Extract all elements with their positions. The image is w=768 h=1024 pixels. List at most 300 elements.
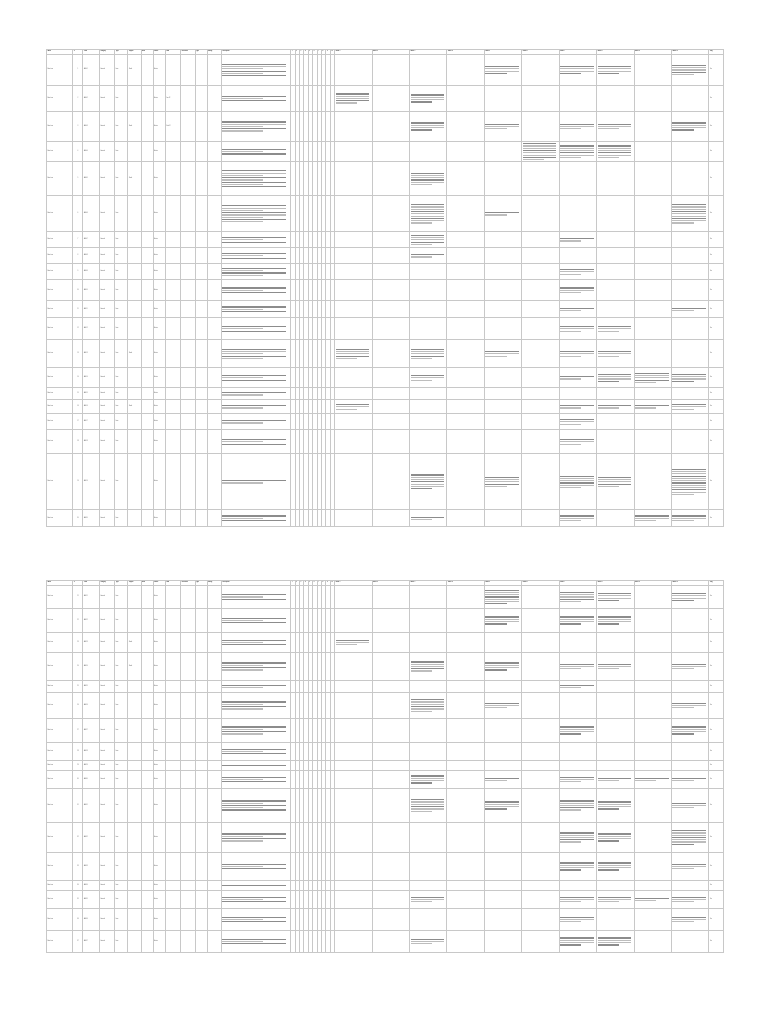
cell-description [221, 318, 290, 340]
cell-notes [372, 789, 409, 823]
description-text-line [222, 669, 262, 670]
description-text-line [222, 173, 286, 174]
cell-flag: Yes [709, 280, 724, 301]
cell-notes [335, 318, 372, 340]
cell-notes [522, 609, 559, 633]
notes-text-line [411, 668, 445, 669]
column-header: 10 [330, 50, 334, 55]
cell-type2 [195, 454, 207, 510]
cell-notes [597, 891, 634, 909]
cell-notes [522, 771, 559, 789]
cell-notes [522, 388, 559, 400]
cell-notes [410, 454, 447, 510]
cell-type2 [195, 789, 207, 823]
cell-type2 [195, 318, 207, 340]
notes-text-line [485, 356, 506, 357]
cell-type2 [195, 681, 207, 693]
notes-text-line [411, 780, 445, 781]
notes-text-line [411, 704, 445, 705]
cell-cat: General [99, 909, 114, 931]
cell-region [128, 454, 141, 510]
cell-description [221, 196, 290, 232]
notes-text-line [560, 482, 594, 483]
cell-notes [671, 248, 708, 264]
notes-text-line [560, 809, 581, 810]
column-header: Date [165, 50, 180, 55]
cell-name: Row item [47, 823, 73, 853]
cell-num: 27 [73, 719, 83, 743]
sheet-page-2 [46, 580, 724, 1024]
notes-text-line [560, 152, 594, 153]
column-header: Notes 5 [484, 581, 521, 586]
cell-region [128, 693, 141, 719]
description-text-line [222, 733, 262, 734]
cell-notes [597, 248, 634, 264]
cell-status: Active [153, 789, 165, 823]
cell-num: 24 [73, 653, 83, 681]
notes-text-line [336, 404, 370, 405]
cell-notes [597, 633, 634, 653]
cell-notes [372, 653, 409, 681]
cell-cat: General [99, 771, 114, 789]
cell-type2 [195, 430, 207, 454]
notes-text-line [411, 206, 445, 207]
notes-text-line [485, 590, 519, 591]
cell-notes [484, 264, 521, 280]
notes-text-line [672, 65, 706, 66]
cell-region [128, 414, 141, 430]
cell-notes [447, 264, 484, 280]
notes-text-line [523, 145, 557, 146]
cell-rating [207, 931, 221, 953]
cell-notes [372, 633, 409, 653]
cell-code: A0002 [83, 86, 100, 112]
cell-type: Item [115, 340, 128, 368]
notes-text-line [672, 705, 706, 706]
cell-flag: Yes [709, 414, 724, 430]
cell-type: Item [115, 55, 128, 86]
description-text-line [222, 620, 262, 621]
description-text-line [222, 130, 262, 131]
notes-text-line [598, 477, 632, 478]
cell-notes [671, 232, 708, 248]
cell-num: 8 [73, 248, 83, 264]
description-text-line [222, 805, 286, 806]
notes-text-line [411, 222, 432, 223]
table-row [47, 881, 724, 891]
cell-notes [447, 693, 484, 719]
cell-notes [484, 196, 521, 232]
column-header: Category [99, 581, 114, 586]
cell-status: Active [153, 232, 165, 248]
cell-rating [207, 400, 221, 414]
cell-type: Item [115, 586, 128, 609]
cell-date [165, 162, 180, 196]
cell-region [128, 430, 141, 454]
cell-notes [335, 414, 372, 430]
notes-text-line [560, 485, 594, 486]
notes-text-line [560, 292, 581, 293]
notes-text-line [560, 777, 594, 778]
notes-text-line [411, 484, 445, 485]
notes-text-line [411, 220, 445, 221]
cell-description [221, 340, 290, 368]
cell-date [165, 454, 180, 510]
description-text-line [222, 242, 286, 243]
cell-notes [597, 454, 634, 510]
cell-date [165, 743, 180, 761]
notes-text-line [560, 733, 581, 734]
cell-notes [335, 248, 372, 264]
cell-description [221, 909, 290, 931]
cell-notes [634, 430, 671, 454]
cell-notes [634, 653, 671, 681]
cell-notes [559, 454, 596, 510]
cell-notes [484, 510, 521, 527]
cell-flag: Yes [709, 55, 724, 86]
notes-text-line [598, 351, 632, 352]
cell-notes [410, 681, 447, 693]
notes-text-line [598, 405, 632, 406]
notes-text-line [598, 145, 632, 146]
cell-notes [410, 653, 447, 681]
cell-notes [634, 454, 671, 510]
cell-cat: General [99, 55, 114, 86]
cell-rating [207, 771, 221, 789]
cell-notes [484, 86, 521, 112]
cell-area [141, 388, 153, 400]
cell-notes [410, 142, 447, 162]
notes-text-line [672, 520, 693, 521]
notes-text-line [560, 290, 594, 291]
cell-rating [207, 162, 221, 196]
notes-text-line [411, 699, 445, 700]
description-text-line [222, 809, 286, 810]
cell-status: Active [153, 55, 165, 86]
notes-text-line [411, 184, 432, 185]
cell-type: Item [115, 232, 128, 248]
cell-notes [410, 891, 447, 909]
notes-text-line [635, 520, 656, 521]
cell-flag: Yes [709, 86, 724, 112]
cell-notes [634, 931, 671, 953]
notes-text-line [598, 600, 619, 601]
cell-code: A0016 [83, 400, 100, 414]
notes-text-line [485, 619, 519, 620]
cell-type2 [195, 633, 207, 653]
notes-text-line [411, 218, 445, 219]
description-text-line [222, 153, 286, 154]
notes-text-line [560, 596, 594, 597]
cell-notes [335, 823, 372, 853]
notes-text-line [560, 729, 594, 730]
notes-text-line [598, 157, 619, 158]
cell-num: 19 [73, 454, 83, 510]
notes-text-line [411, 204, 445, 205]
notes-text-line [560, 619, 594, 620]
description-text-line [222, 100, 286, 101]
notes-text-line [411, 486, 445, 487]
notes-text-line [411, 479, 445, 480]
notes-text-line [560, 145, 594, 146]
cell-status: Active [153, 162, 165, 196]
cell-area [141, 761, 153, 771]
cell-region [128, 280, 141, 301]
cell-notes [597, 430, 634, 454]
cell-area [141, 823, 153, 853]
cell-description [221, 761, 290, 771]
description-text-line [222, 375, 286, 376]
cell-description [221, 414, 290, 430]
cell-notes [671, 931, 708, 953]
cell-notes [634, 196, 671, 232]
cell-notes [372, 414, 409, 430]
cell-notes [410, 400, 447, 414]
cell-status: Active [153, 301, 165, 318]
table-row [47, 162, 724, 196]
notes-text-line [598, 668, 619, 669]
cell-region [128, 248, 141, 264]
cell-cat: General [99, 388, 114, 400]
notes-text-line [598, 484, 632, 485]
column-header: Notes 8 [597, 50, 634, 55]
cell-notes [597, 280, 634, 301]
cell-area [141, 162, 153, 196]
column-header: 3 [300, 50, 304, 55]
cell-notes [522, 586, 559, 609]
cell-notes [634, 761, 671, 771]
description-text-line [222, 864, 286, 865]
column-header: Flag [709, 581, 724, 586]
cell-rating [207, 881, 221, 891]
notes-text-line [672, 72, 706, 73]
description-text-line [222, 439, 286, 440]
cell-area [141, 510, 153, 527]
notes-text-line [635, 375, 669, 376]
cell-code: A0032 [83, 823, 100, 853]
column-header: Notes 2 [372, 581, 409, 586]
cell-ref [181, 340, 195, 368]
cell-type: Item [115, 400, 128, 414]
description-text-line [222, 212, 286, 213]
notes-text-line [560, 126, 594, 127]
cell-ref [181, 142, 195, 162]
cell-notes [522, 789, 559, 823]
cell-notes [559, 761, 596, 771]
cell-notes [559, 112, 596, 142]
cell-ref [181, 681, 195, 693]
cell-num: 13 [73, 340, 83, 368]
notes-text-line [598, 942, 632, 943]
notes-text-line [598, 780, 619, 781]
cell-notes [484, 248, 521, 264]
cell-notes [522, 881, 559, 891]
notes-text-line [598, 778, 632, 779]
cell-notes [671, 881, 708, 891]
cell-notes [522, 909, 559, 931]
description-text-line [222, 622, 286, 623]
column-header: Name [47, 581, 73, 586]
notes-text-line [635, 780, 656, 781]
cell-area [141, 248, 153, 264]
notes-text-line [485, 707, 506, 708]
cell-notes [559, 400, 596, 414]
cell-notes [597, 112, 634, 142]
cell-notes [447, 743, 484, 761]
notes-text-line [560, 616, 594, 617]
notes-text-line [672, 729, 706, 730]
cell-notes [447, 609, 484, 633]
notes-text-line [560, 807, 594, 808]
cell-area [141, 681, 153, 693]
column-header: Description [221, 50, 290, 55]
cell-num: 18 [73, 430, 83, 454]
notes-text-line [560, 424, 581, 425]
notes-text-line [485, 596, 519, 597]
cell-name: Row item [47, 510, 73, 527]
notes-text-line [411, 488, 432, 489]
description-text-line [222, 287, 286, 288]
notes-text-line [560, 862, 594, 863]
cell-notes [335, 340, 372, 368]
cell-date [165, 400, 180, 414]
cell-cat: General [99, 400, 114, 414]
cell-notes [597, 232, 634, 248]
cell-cat: General [99, 454, 114, 510]
notes-text-line [560, 917, 594, 918]
cell-description [221, 400, 290, 414]
cell-type: Item [115, 414, 128, 430]
cell-notes [559, 414, 596, 430]
cell-notes [559, 264, 596, 280]
cell-flag: Yes [709, 510, 724, 527]
cell-name: Row item [47, 414, 73, 430]
notes-text-line [560, 378, 581, 379]
cell-notes [335, 681, 372, 693]
cell-code: A0024 [83, 653, 100, 681]
cell-name: Row item [47, 853, 73, 881]
cell-rating [207, 719, 221, 743]
notes-text-line [560, 157, 581, 158]
notes-text-line [336, 102, 357, 103]
cell-notes [671, 693, 708, 719]
notes-text-line [485, 662, 519, 663]
description-text-line [222, 943, 286, 944]
description-text-line [222, 358, 262, 359]
cell-name: Row item [47, 653, 73, 681]
description-text-line [222, 71, 286, 72]
cell-type2 [195, 653, 207, 681]
column-header: Notes 3 [410, 50, 447, 55]
cell-notes [484, 55, 521, 86]
notes-text-line [635, 898, 669, 899]
notes-text-line [560, 148, 594, 149]
notes-text-line [598, 128, 619, 129]
notes-text-line [411, 899, 445, 900]
table-row [47, 232, 724, 248]
notes-text-line [598, 328, 632, 329]
cell-name: Row item [47, 586, 73, 609]
cell-notes [484, 318, 521, 340]
cell-flag: Yes [709, 693, 724, 719]
cell-notes [634, 823, 671, 853]
cell-notes [484, 823, 521, 853]
notes-text-line [672, 376, 706, 377]
notes-text-line [598, 808, 619, 809]
notes-text-line [560, 269, 594, 270]
cell-notes [559, 55, 596, 86]
notes-text-line [635, 373, 669, 374]
cell-code: A0008 [83, 248, 100, 264]
description-text-line [222, 868, 286, 869]
cell-flag: Yes [709, 318, 724, 340]
description-text-line [222, 803, 262, 804]
cell-cat: General [99, 761, 114, 771]
cell-notes [335, 301, 372, 318]
cell-cat: General [99, 681, 114, 693]
cell-notes [372, 510, 409, 527]
cell-notes [335, 909, 372, 931]
cell-notes [522, 400, 559, 414]
notes-text-line [336, 358, 357, 359]
notes-text-line [560, 944, 581, 945]
cell-notes [335, 719, 372, 743]
notes-text-line [411, 349, 445, 350]
cell-rating [207, 891, 221, 909]
notes-text-line [485, 68, 519, 69]
cell-date [165, 633, 180, 653]
notes-text-line [560, 480, 594, 481]
cell-date [165, 430, 180, 454]
cell-notes [522, 196, 559, 232]
cell-flag: Yes [709, 931, 724, 953]
cell-notes [410, 743, 447, 761]
description-text-line [222, 685, 286, 686]
description-text-line [222, 175, 262, 176]
cell-type2 [195, 86, 207, 112]
description-text-line [222, 253, 286, 254]
cell-type: Item [115, 248, 128, 264]
notes-text-line [336, 642, 370, 643]
cell-notes [484, 743, 521, 761]
cell-notes [522, 414, 559, 430]
notes-text-line [485, 669, 506, 670]
cell-notes [597, 340, 634, 368]
cell-cat: General [99, 368, 114, 388]
cell-num: 14 [73, 368, 83, 388]
cell-notes [559, 430, 596, 454]
notes-text-line [635, 377, 669, 378]
cell-notes [335, 633, 372, 653]
description-text-line [222, 840, 262, 841]
cell-notes [447, 301, 484, 318]
cell-area [141, 454, 153, 510]
cell-notes [597, 368, 634, 388]
cell-notes [372, 264, 409, 280]
notes-text-line [411, 99, 445, 100]
cell-area [141, 586, 153, 609]
cell-name: Row item [47, 232, 73, 248]
cell-num: 23 [73, 633, 83, 653]
column-header: Notes 4 [447, 50, 484, 55]
cell-rating [207, 318, 221, 340]
cell-region [128, 264, 141, 280]
cell-notes [634, 400, 671, 414]
description-text-line [222, 596, 262, 597]
notes-text-line [635, 515, 669, 516]
cell-type2 [195, 931, 207, 953]
cell-region [128, 743, 141, 761]
